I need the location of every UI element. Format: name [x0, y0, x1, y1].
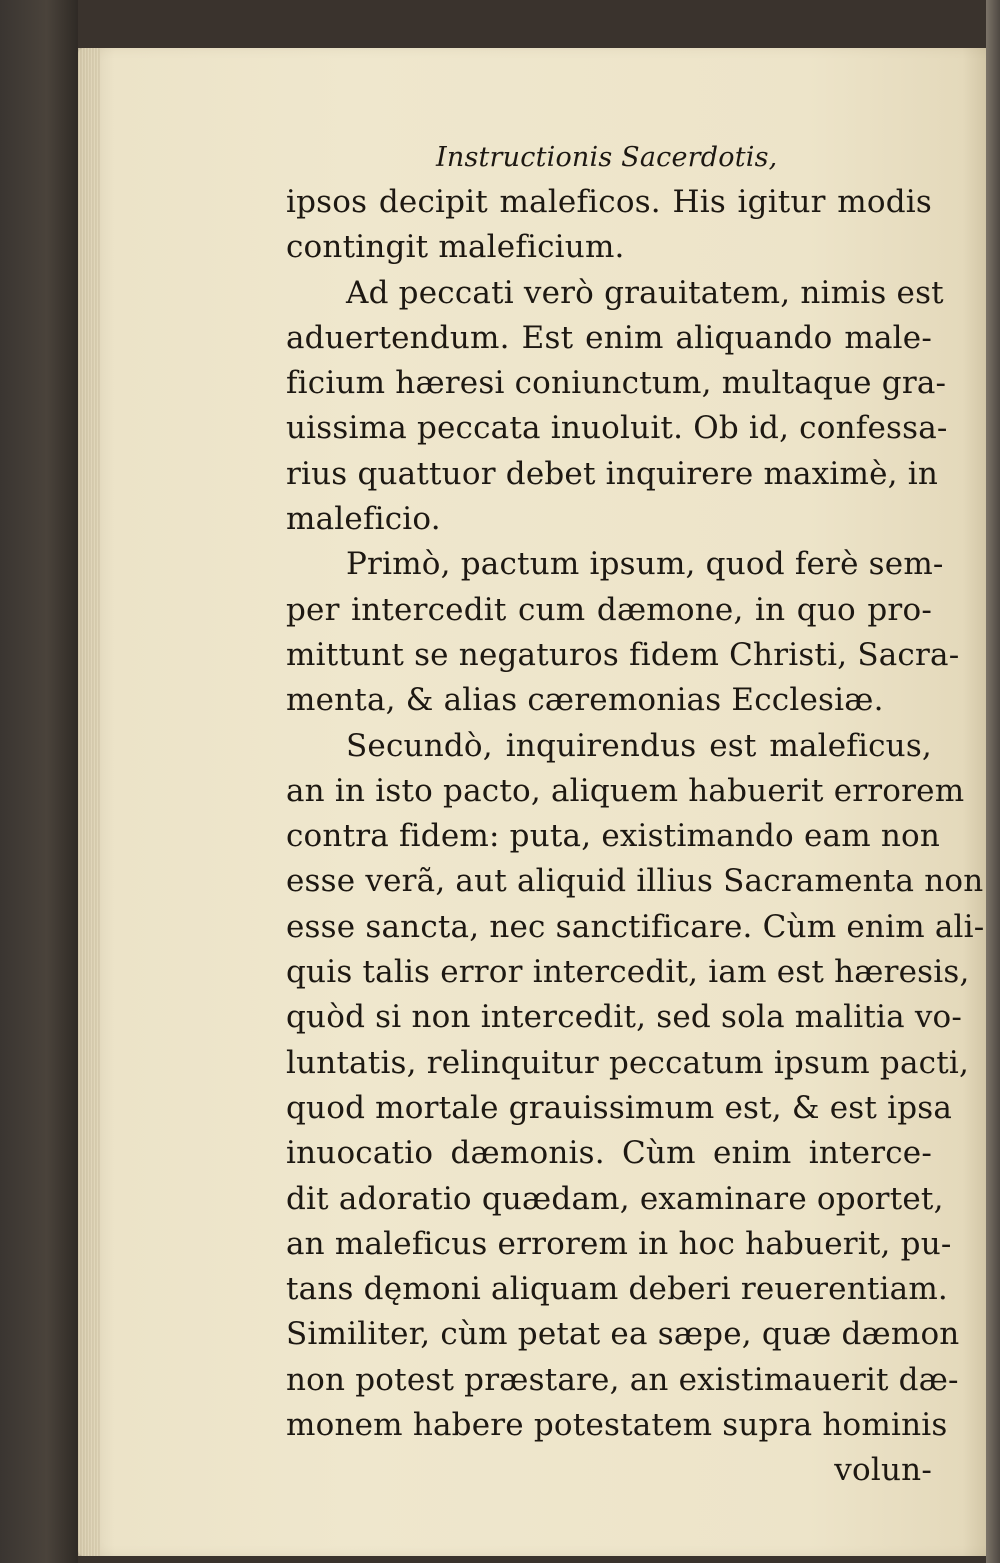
- text-line: dit adoratio quædam, examinare oportet,: [286, 1180, 944, 1217]
- text-line: aduertendum. Est enim aliquando male-: [286, 319, 932, 356]
- text-line: ficium hæresi coniunctum, multaque gra-: [286, 365, 947, 402]
- text-line: menta, & alias cæremonias Ecclesiæ.: [286, 682, 884, 719]
- text-line: Secundò, inquirendus est maleficus,: [346, 727, 932, 764]
- text-line: uissima peccata inuoluit. Ob id, confessa-: [286, 410, 948, 447]
- text-line: monem habere potestatem supra hominis: [286, 1407, 948, 1444]
- text-line: per intercedit cum dæmone, in quo pro-: [286, 591, 932, 628]
- right-binding-edge: [986, 0, 1000, 1563]
- text-line: contingit maleficium.: [286, 229, 625, 266]
- text-line: inuocatio dæmonis. Cùm enim interce-: [286, 1135, 932, 1172]
- text-line: quòd si non intercedit, sed sola malitia vo-: [286, 999, 963, 1036]
- text-line: an maleficus errorem in hoc habuerit, pu-: [286, 1225, 952, 1262]
- text-line: esse verã, aut aliquid illius Sacramenta non: [286, 863, 984, 900]
- text-line: non potest præstare, an existimauerit dæ-: [286, 1361, 959, 1398]
- left-page-edge: [0, 0, 78, 1563]
- running-head: Instructionis Sacerdotis,: [436, 142, 778, 173]
- page-stack-edge: [78, 48, 100, 1556]
- text-line: Ad peccati verò grauitatem, nimis est: [346, 274, 944, 311]
- catchword: volun-: [834, 1452, 932, 1489]
- text-line: Primò, pactum ipsum, quod ferè sem-: [346, 546, 944, 583]
- text-line: luntatis, relinquitur peccatum ipsum pacti,: [286, 1044, 970, 1081]
- text-line: esse sancta, nec sanctificare. Cùm enim ali-: [286, 908, 985, 945]
- text-line: contra fidem: puta, existimando eam non: [286, 818, 941, 855]
- page-text-block: [286, 136, 985, 1493]
- body-text: [286, 180, 985, 1448]
- text-line: tans dęmoni aliquam deberi reuerentiam.: [286, 1271, 948, 1308]
- text-line: quis talis error intercedit, iam est hæresis,: [286, 954, 970, 991]
- text-line: maleficio.: [286, 501, 441, 538]
- text-line: an in isto pacto, aliquem habuerit errorem: [286, 772, 965, 809]
- text-line: mittunt se negaturos fidem Christi, Sacra-: [286, 636, 960, 673]
- text-line: quod mortale grauissimum est, & est ipsa: [286, 1089, 953, 1126]
- text-line: ipsos decipit maleficos. His igitur modis: [286, 184, 932, 220]
- text-line: Similiter, cùm petat ea sæpe, quæ dæmon: [286, 1316, 960, 1353]
- text-line: rius quattuor debet inquirere maximè, in: [286, 455, 939, 492]
